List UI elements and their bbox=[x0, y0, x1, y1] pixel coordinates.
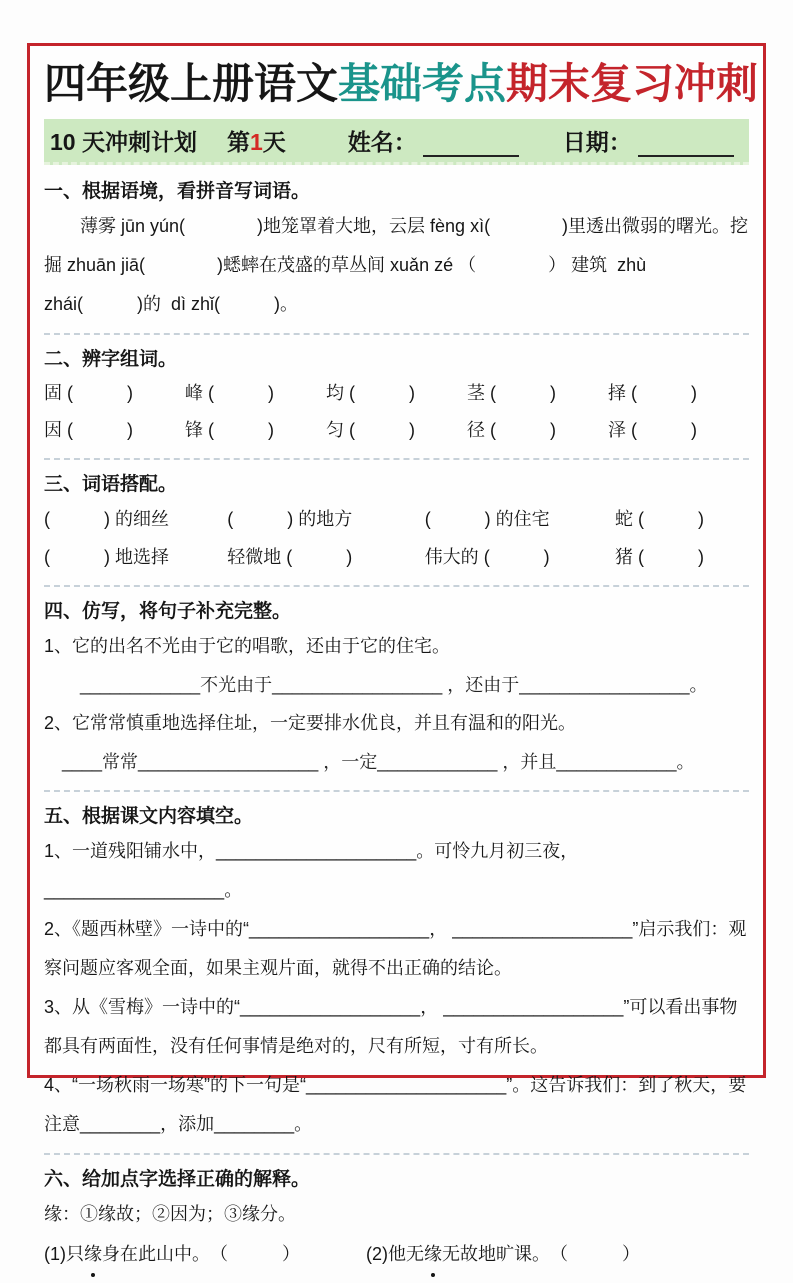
section-1-pinyin bbox=[44, 165, 749, 333]
section-4-item-2-fill: ____常常__________________ ，一定____________ ，并且____________。 bbox=[44, 752, 695, 773]
phrase-cell: 蛇 ( ) bbox=[615, 509, 705, 530]
section-5-item-4: 4、“一场秋雨一场寒”的下一句是“____________________”。这告诉我们：到了秋天，要注意________，添加________。 bbox=[44, 1075, 747, 1135]
char-cell: 锋 ( ) bbox=[185, 420, 274, 441]
worksheet-frame bbox=[27, 43, 766, 1265]
char-cell: 茎 ( ) bbox=[467, 383, 556, 404]
section-5-heading: 五、根据课文内容填空。 bbox=[44, 806, 254, 828]
section-2-row-1 bbox=[44, 375, 749, 412]
phrase-cell: ( ) 的住宅 bbox=[424, 509, 550, 530]
plan-banner bbox=[44, 119, 749, 165]
item-2-suffix: 无故地旷课。 （ ） bbox=[442, 1244, 640, 1265]
date-field bbox=[563, 124, 734, 157]
char-cell: 峰 ( ) bbox=[185, 383, 274, 404]
phrase-cell: ( ) 地选择 bbox=[44, 547, 169, 568]
char-cell: 固 ( ) bbox=[44, 383, 133, 404]
section-4-item-2-sentence: 2、它常常慎重地选择住址，一定要排水优良，并且有温和的阳光。 bbox=[44, 713, 577, 734]
section-1-heading: 一、根据语境，看拼音写词语。 bbox=[44, 181, 311, 203]
item-1-dotted-char: 缘 bbox=[84, 1234, 102, 1274]
name-label: 姓名： bbox=[347, 129, 417, 156]
name-field bbox=[348, 124, 519, 157]
name-blank-line bbox=[423, 131, 519, 157]
section-5-item-3: 3、从《雪梅》一诗中的“__________________， __________________”可以看出事物都具有两面性，没有任何事情是绝对的，尺有所短，寸有所长。 bbox=[44, 997, 738, 1057]
plan-label: 10 天冲刺计划 bbox=[50, 129, 197, 156]
section-3-heading: 三、词语搭配。 bbox=[44, 474, 178, 496]
section-6-gloss: 缘：①缘故；②因为；③缘分。 bbox=[44, 1204, 296, 1225]
phrase-cell: 伟大的 ( ) bbox=[424, 547, 550, 568]
section-2-characters bbox=[44, 333, 749, 458]
char-cell: 择 ( ) bbox=[608, 383, 697, 404]
date-blank-line bbox=[638, 131, 734, 157]
section-6-item-1 bbox=[44, 1234, 300, 1274]
section-6-heading: 六、给加点字选择正确的解释。 bbox=[44, 1169, 311, 1191]
section-5-item-2: 2、《题西林壁》一诗中的“__________________， __________________”启示我们：观察问题应客观全面，如果主观片面，就得不出正确的结论。 bbox=[44, 919, 747, 979]
section-3-row-1 bbox=[44, 500, 749, 538]
title-part-review: 期末复习冲刺 bbox=[506, 60, 759, 107]
char-cell: 均 ( ) bbox=[326, 383, 415, 404]
phrase-cell: 轻微地 ( ) bbox=[227, 547, 353, 568]
section-3-row-2 bbox=[44, 538, 749, 576]
section-4-item-1-sentence: 1、它的出名不光由于它的唱歌，还由于它的住宅。 bbox=[44, 636, 451, 657]
title-part-basics: 基础考点 bbox=[338, 60, 507, 107]
item-2-dotted-char: 缘 bbox=[424, 1234, 442, 1274]
item-1-suffix: 身在此山中。 （ ） bbox=[102, 1244, 300, 1265]
item-1-prefix: (1)只 bbox=[44, 1244, 84, 1265]
page-title bbox=[44, 60, 759, 108]
day-counter bbox=[227, 124, 286, 157]
date-label: 日期： bbox=[562, 129, 632, 156]
phrase-cell: ( ) 的地方 bbox=[227, 509, 353, 530]
item-2-prefix: (2)他无 bbox=[366, 1244, 424, 1265]
section-4-item-1-fill: ____________不光由于_________________ ，还由于_________________。 bbox=[44, 675, 708, 696]
section-1-paragraph: 薄雾 jūn yún( )地笼罩着大地，云层 fèng xì( )里透出微弱的曙光。挖掘 zhuān jiā( )蟋蟀在茂盛的草丛间 xuǎn zé （ ） 建筑 zhù zhái( )的 dì zhǐ( )。 bbox=[44, 216, 749, 315]
section-2-row-2 bbox=[44, 412, 749, 449]
section-4-imitation bbox=[44, 585, 749, 790]
char-cell: 因 ( ) bbox=[44, 420, 133, 441]
section-5-item-1: 1、一道残阳铺水中，____________________。可怜九月初三夜，__________________。 bbox=[44, 841, 579, 901]
title-part-grade: 四年级上册语文 bbox=[44, 60, 339, 107]
section-3-collocation bbox=[44, 458, 749, 585]
section-4-heading: 四、仿写，将句子补充完整。 bbox=[44, 601, 292, 623]
day-suffix: 天 bbox=[262, 129, 286, 156]
section-6-item-2 bbox=[366, 1234, 640, 1274]
section-6-definitions bbox=[44, 1153, 749, 1283]
day-number: 1 bbox=[249, 129, 263, 156]
phrase-cell: 猪 ( ) bbox=[615, 547, 705, 568]
char-cell: 径 ( ) bbox=[467, 420, 556, 441]
section-6-items bbox=[44, 1234, 749, 1274]
char-cell: 匀 ( ) bbox=[326, 420, 415, 441]
section-2-heading: 二、辨字组词。 bbox=[44, 349, 178, 371]
char-cell: 泽 ( ) bbox=[608, 420, 697, 441]
phrase-cell: ( ) 的细丝 bbox=[44, 509, 169, 530]
section-5-text-recall bbox=[44, 790, 749, 1153]
day-prefix: 第 bbox=[226, 129, 250, 156]
